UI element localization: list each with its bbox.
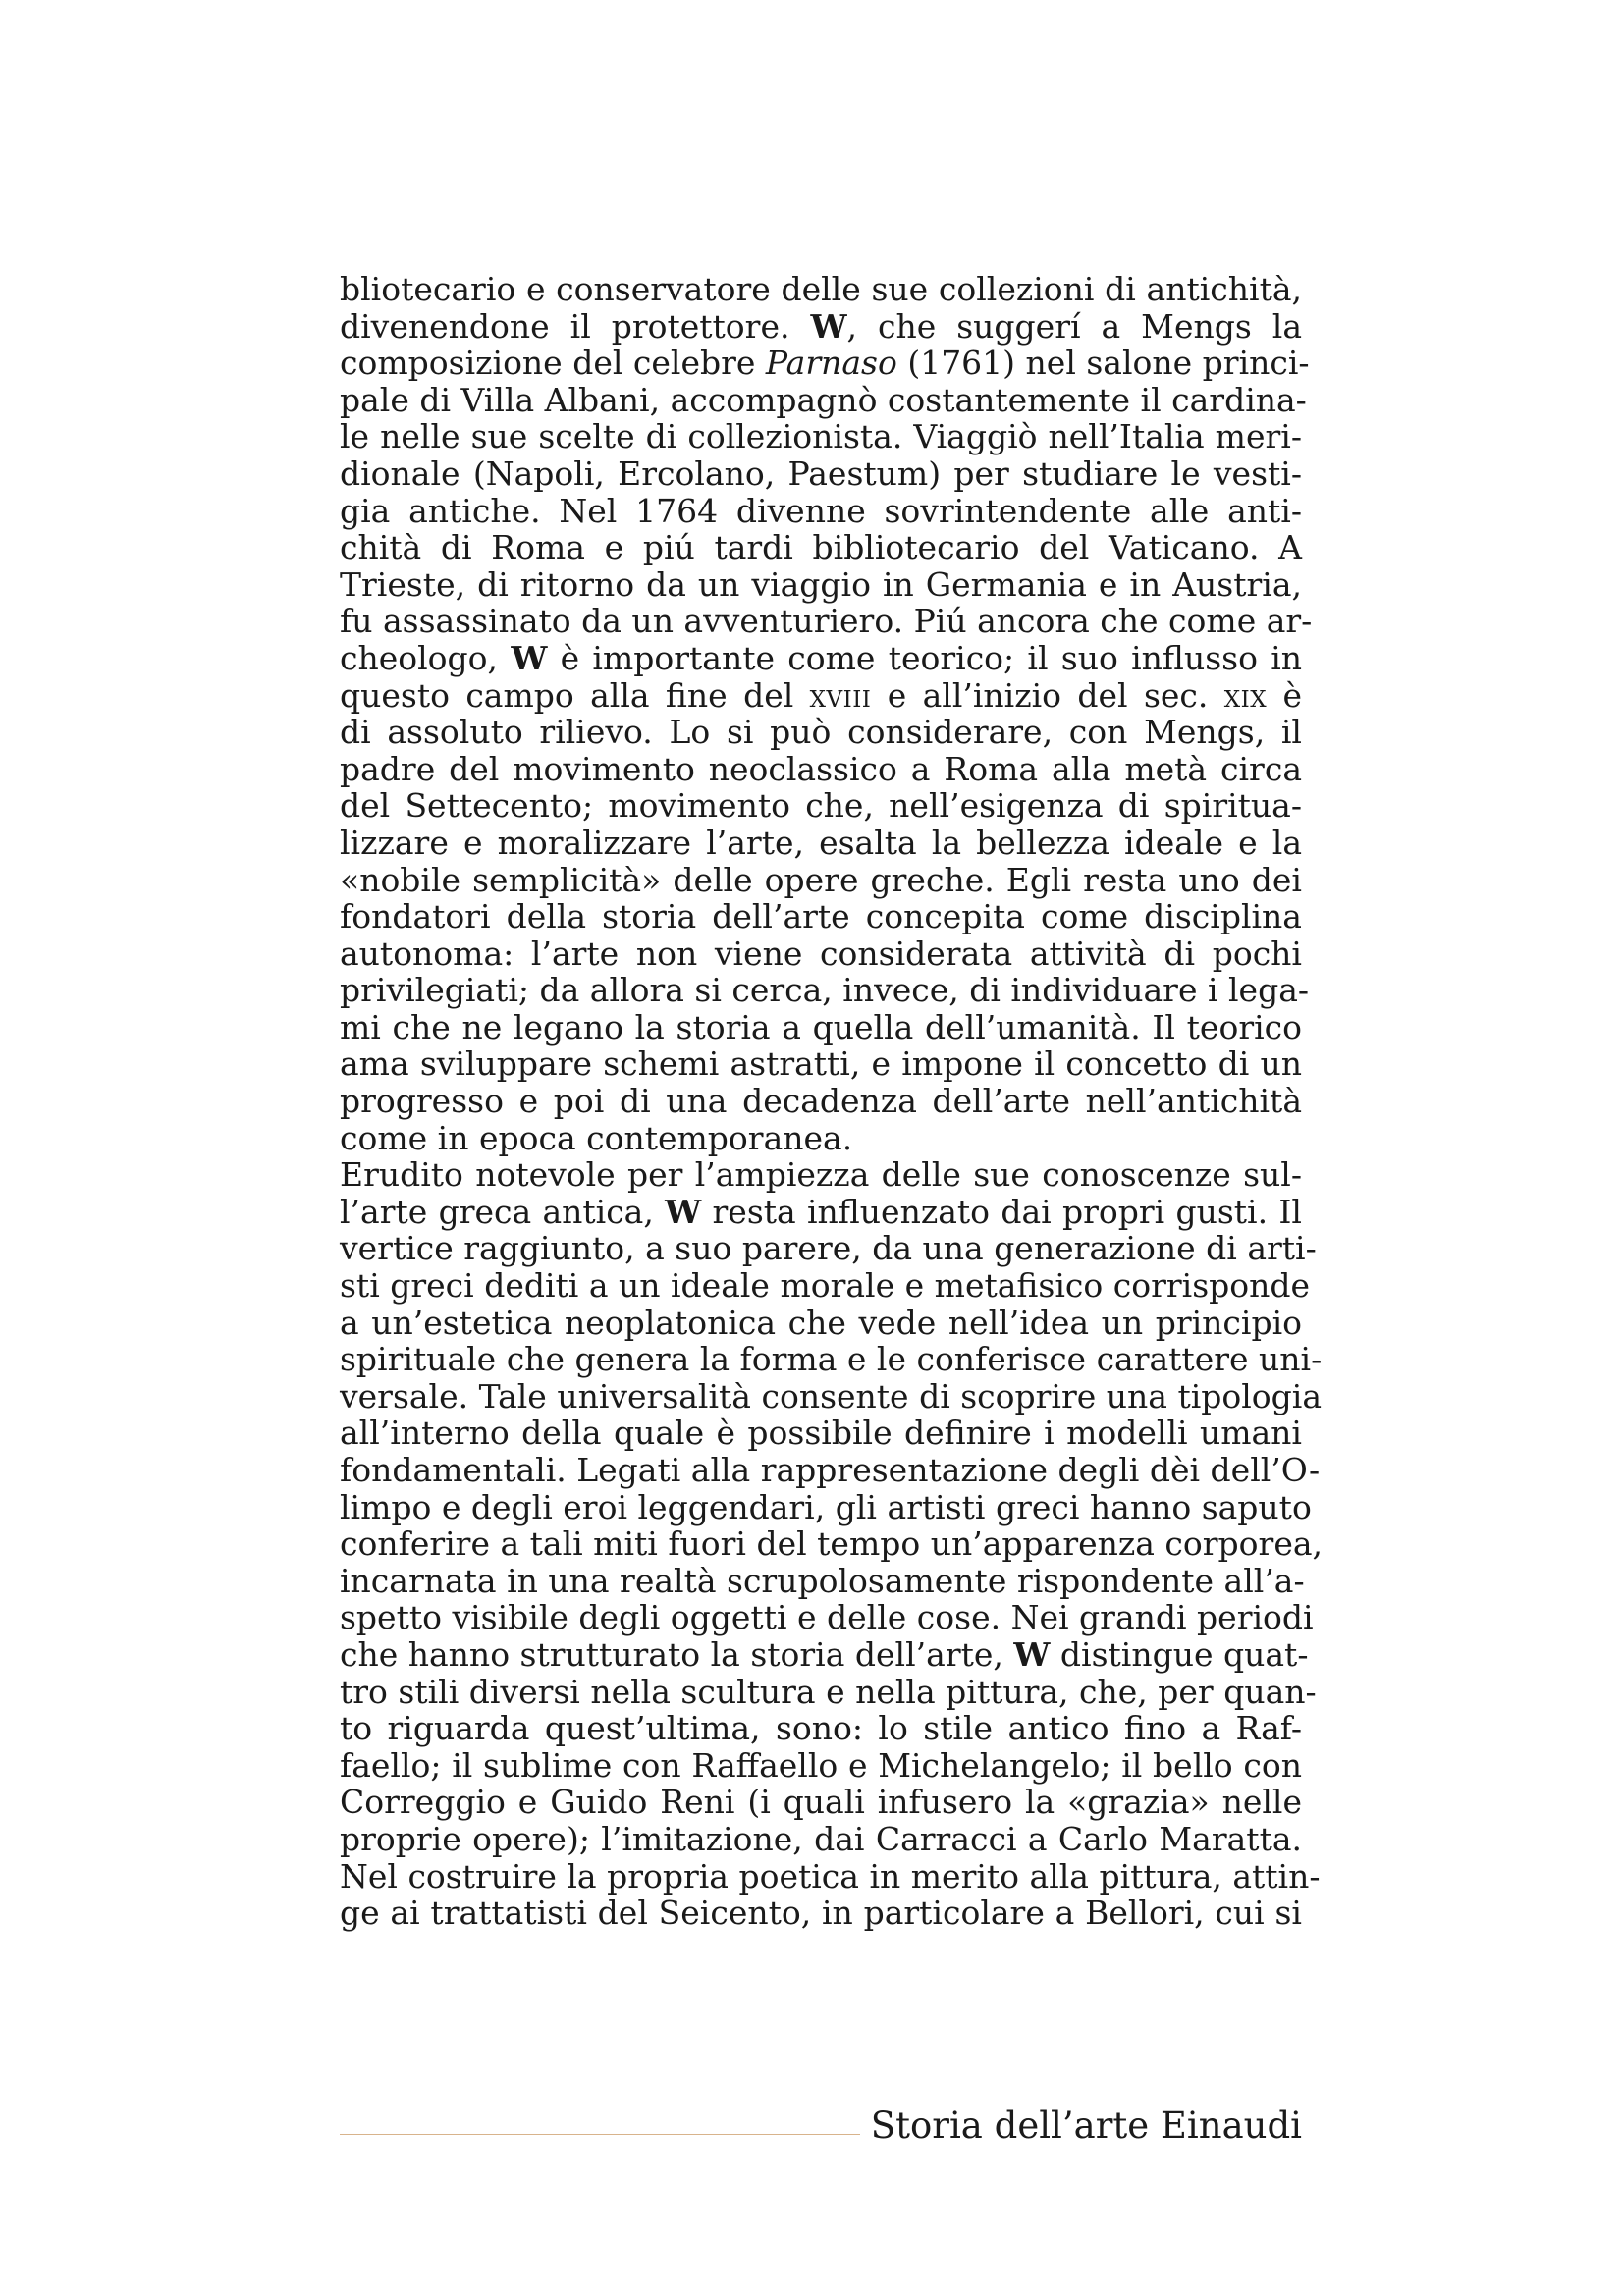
text-line [340, 787, 1302, 825]
text-segment: di assoluto rilievo. Lo si può considerare, con Mengs, il [340, 713, 1302, 752]
text-line [340, 714, 1302, 751]
text-line [340, 380, 1307, 419]
text-segment: padre del movimento neoclassico a Roma alla metà circa [340, 749, 1302, 788]
text-line [340, 1451, 1321, 1489]
text-line [340, 1340, 1323, 1379]
text-segment: le nelle sue scelte di collezionista. Viaggiò nell’Italia meri- [340, 417, 1302, 456]
text-line [340, 566, 1302, 604]
text-line [340, 1747, 1302, 1785]
text-segment: proprie opere); l’imitazione, dai Carracci a Carlo Maratta. [340, 1819, 1302, 1858]
footer-rule [340, 2134, 860, 2135]
author-initial: W [810, 306, 847, 346]
text-segment: tro stili diversi nella scultura e nella pittura, che, per quan- [340, 1672, 1317, 1711]
text-line [340, 1895, 1302, 1932]
text-segment: Correggio e Guido Reni (i quali infusero la «grazia» nelle [340, 1783, 1302, 1822]
text-line [340, 455, 1302, 493]
text-segment: Erudito notevole per l’ampiezza delle sue conoscenze sul- [340, 1155, 1302, 1195]
text-segment: che hanno strutturato la storia dell’arte, [340, 1634, 1014, 1674]
text-line [340, 1305, 1302, 1342]
text-line [340, 825, 1302, 862]
text-segment: mi che ne legano la storia a quella dell’umanità. Il teorico [340, 1007, 1302, 1046]
text-segment: (1761) nel salone princi- [896, 344, 1310, 383]
text-line [340, 898, 1302, 935]
text-segment: come in epoca contemporanea. [340, 1118, 853, 1157]
text-line [340, 308, 1302, 346]
roman-numeral: xix [1223, 675, 1268, 715]
text-segment: chità di Roma e piú tardi bibliotecario del Vaticano. A [340, 528, 1302, 567]
text-line [340, 1487, 1312, 1526]
text-line [340, 493, 1302, 530]
text-segment: gia antiche. Nel 1764 divenne sovrintendente alle anti- [340, 491, 1302, 530]
text-segment: questo campo alla fine del [340, 675, 810, 715]
text-segment: vertice raggiunto, a suo parere, da una generazione di arti- [340, 1229, 1317, 1268]
text-line [340, 1524, 1324, 1564]
text-segment: distingue quat- [1050, 1634, 1309, 1674]
text-line [340, 1856, 1321, 1896]
text-line [340, 1672, 1317, 1711]
author-initial: W [511, 638, 548, 677]
text-line [340, 751, 1302, 788]
text-line [340, 1120, 1302, 1157]
text-segment: è importante come teorico; il suo influsso in [547, 638, 1303, 677]
text-segment: sti greci dediti a un ideale morale e metafisico corrisponde [340, 1266, 1311, 1306]
text-segment: a un’estetica neoplatonica che vede nell’idea un principio [340, 1303, 1302, 1342]
page-footer [340, 2097, 1302, 2156]
text-line [340, 640, 1302, 677]
text-segment: ge ai trattatisti del Seicento, in particolare a Bellori, cui si [340, 1894, 1302, 1933]
text-segment: divenendone il protettore. [340, 306, 811, 346]
text-line [340, 1821, 1302, 1858]
text-line [340, 1784, 1302, 1821]
text-segment: progresso e poi di una decadenza dell’arte nell’antichità [340, 1082, 1302, 1121]
text-segment: è [1267, 675, 1302, 715]
text-line [340, 1083, 1302, 1120]
text-line [340, 418, 1302, 455]
text-segment: fondamentali. Legati alla rappresentazione degli dèi dell’O- [340, 1451, 1321, 1489]
text-line [340, 1229, 1317, 1268]
text-line [340, 271, 1302, 308]
text-segment: fondatori della storia dell’arte concepita come disciplina [340, 897, 1302, 936]
roman-numeral: xviii [809, 675, 872, 715]
text-line [340, 1156, 1302, 1194]
text-segment: limpo e degli eroi leggendari, gli artisti greci hanno saputo [340, 1487, 1312, 1526]
text-line [340, 862, 1302, 899]
text-segment: spirituale che genera la forma e le conferisce carattere uni- [340, 1340, 1323, 1379]
text-segment: l’arte greca antica, [340, 1192, 666, 1231]
footer-title: Storia dell’arte Einaudi [870, 2105, 1302, 2147]
italic-title: Parnaso [765, 344, 897, 383]
text-segment: dionale (Napoli, Ercolano, Paestum) per studiare le vesti- [340, 454, 1302, 493]
text-segment: del Settecento; movimento che, nell’esigenza di spiritua- [340, 786, 1302, 826]
text-line [340, 1415, 1302, 1452]
text-segment: privilegiati; da allora si cerca, invece, di individuare i lega- [340, 971, 1310, 1010]
text-line [340, 677, 1302, 715]
text-segment: composizione del celebre [340, 344, 766, 383]
text-line [340, 1376, 1323, 1415]
text-segment: resta influenzato dai propri gusti. Il [701, 1192, 1302, 1231]
author-initial: W [665, 1192, 702, 1231]
author-initial: W [1013, 1634, 1051, 1674]
text-segment: lizzare e moralizzare l’arte, esalta la bellezza ideale e la [340, 823, 1302, 862]
text-segment: to riguarda quest’ultima, sono: lo stile antico fino a Raf- [340, 1709, 1302, 1748]
text-segment: «nobile semplicità» delle opere greche. Egli resta uno dei [340, 860, 1302, 899]
text-segment: cheologo, [340, 638, 512, 677]
text-segment: e all’inizio del sec. [871, 675, 1224, 715]
text-line [340, 602, 1313, 641]
text-segment: ama sviluppare schemi astratti, e impone il concetto di un [340, 1044, 1302, 1084]
text-line [340, 1194, 1302, 1231]
text-segment: spetto visibile degli oggetti e delle cose. Nei grandi periodi [340, 1598, 1314, 1637]
text-segment: bliotecario e conservatore delle sue collezioni di antichità, [340, 270, 1302, 308]
text-line [340, 1266, 1311, 1306]
text-line [340, 1598, 1314, 1637]
text-segment: autonoma: l’arte non viene considerata attività di pochi [340, 934, 1302, 973]
text-segment: fu assassinato da un avventuriero. Piú ancora che come ar- [340, 602, 1313, 641]
text-line [340, 1710, 1302, 1747]
text-line [340, 1634, 1309, 1674]
text-segment: pale di Villa Albani, accompagnò costantemente il cardina- [340, 380, 1307, 419]
text-line [340, 1561, 1305, 1600]
text-line [340, 1009, 1302, 1046]
text-segment: Trieste, di ritorno da un viaggio in Germania e in Austria, [340, 564, 1302, 604]
text-line [340, 935, 1302, 973]
text-line [340, 1045, 1302, 1083]
text-segment: versale. Tale universalità consente di scoprire una tipologia [340, 1376, 1323, 1415]
text-line [340, 971, 1310, 1010]
text-segment: faello; il sublime con Raffaello e Michelangelo; il bello con [340, 1745, 1302, 1785]
text-segment: Nel costruire la propria poetica in merito alla pittura, attin- [340, 1856, 1321, 1896]
text-segment: incarnata in una realtà scrupolosamente rispondente all’a- [340, 1561, 1305, 1600]
text-segment: , che suggerí a Mengs la [846, 306, 1302, 346]
text-segment: all’interno della quale è possibile definire i modelli umani [340, 1414, 1302, 1453]
text-line [340, 344, 1310, 383]
text-line [340, 529, 1302, 566]
text-segment: conferire a tali miti fuori del tempo un’apparenza corporea, [340, 1524, 1324, 1564]
body-text [340, 270, 1324, 1933]
